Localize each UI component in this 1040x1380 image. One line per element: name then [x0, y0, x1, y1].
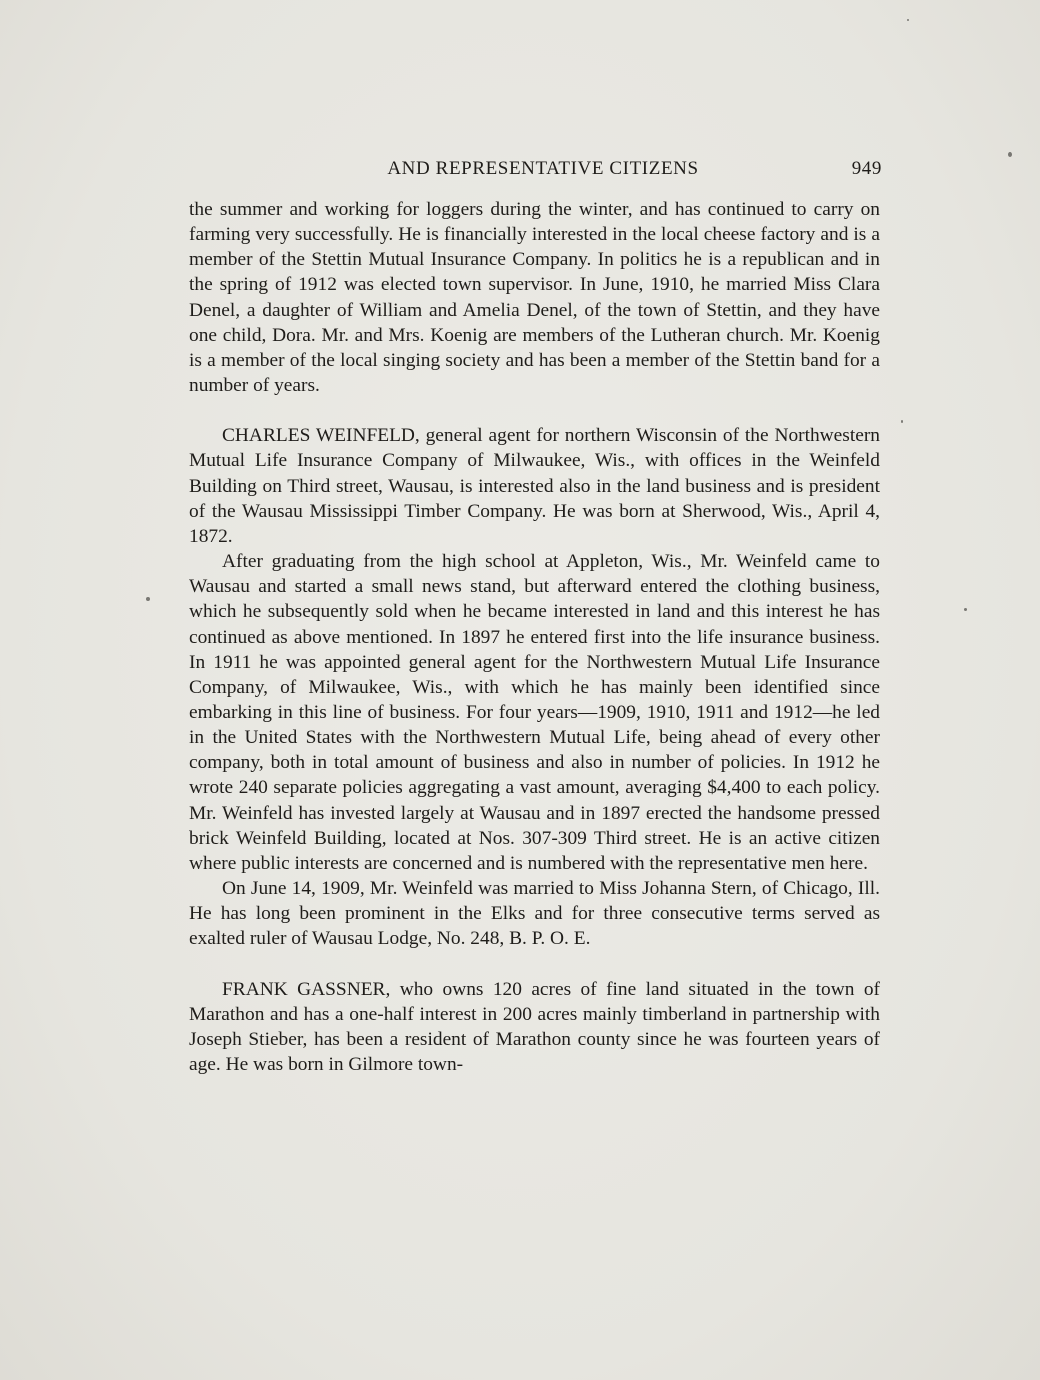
paper-speck	[901, 420, 903, 423]
running-title: AND REPRESENTATIVE CITIZENS	[387, 158, 699, 179]
paragraph-weinfeld-career: After graduating from the high school at Appleton, Wis., Mr. Weinfeld came to Wausau and started a small news stand, but afterward entered the clothing business, which he subsequently sold when he became interested in land and this interest he has continued as above mentioned. In 1897 he entered first into the life insurance business. In 1911 he was appointed general agent for the Northwestern Mutual Life Insurance Company, of Milwaukee, Wis., with which he has mainly been identified since embarking in this line of business. For four years—1909, 1910, 1911 and 1912—he led in the United States with the Northwestern Mutual Life, being ahead of every other company, both in total amount of business and also in number of policies. In 1912 he wrote 240 separate policies aggregating a vast amount, averaging $4,400 to each policy. Mr. Weinfeld has invested largely at Wausau and in 1897 erected the handsome pressed brick Weinfeld Building, located at Nos. 307-309 Third street. He is an active citizen where public interests are concerned and is numbered with the representative men here.	[189, 551, 880, 874]
paper-speck	[146, 597, 150, 601]
paragraph-weinfeld-marriage: On June 14, 1909, Mr. Weinfeld was married to Miss Johanna Stern, of Chicago, Ill. He has long been prominent in the Elks and for three consecutive terms served as exalted ruler of Wausau Lodge, No. 248, B. P. O. E.	[189, 878, 880, 950]
paper-speck	[1008, 152, 1012, 157]
paragraph-gassner-intro: FRANK GASSNER, who owns 120 acres of fine land situated in the town of Marathon and has a one-half interest in 200 acres mainly timberland in partnership with Joseph Stieber, has been a resident of Marathon county since he was fourteen years of age. He was born in Gilmore town-	[189, 978, 880, 1075]
paragraph-weinfeld-intro: CHARLES WEINFELD, general agent for northern Wisconsin of the Northwestern Mutual Life Insurance Company of Milwaukee, Wis., with offices in the Weinfeld Building on Third street, Wausau, is interested also in the land business and is president of the Wausau Mississippi Timber Company. He was born at Sherwood, Wis., April 4, 1872.	[189, 425, 880, 547]
paper-speck	[964, 608, 967, 611]
paper-speck	[907, 19, 909, 21]
paragraph-koenig-continued: the summer and working for loggers during the winter, and has continued to carry on farming very successfully. He is financially interested in the local cheese factory and is a member of the Stettin Mutual Insurance Company. In politics he is a republican and in the spring of 1912 was elected town supervisor. In June, 1910, he married Miss Clara Denel, a daughter of William and Amelia Denel, of the town of Stettin, and they have one child, Dora. Mr. and Mrs. Koenig are members of the Lutheran church. Mr. Koenig is a member of the local singing society and has been a member of the Stettin band for a number of years.	[189, 199, 880, 397]
page-number: 949	[851, 158, 882, 179]
running-header	[190, 158, 880, 182]
body-text	[189, 197, 880, 1077]
